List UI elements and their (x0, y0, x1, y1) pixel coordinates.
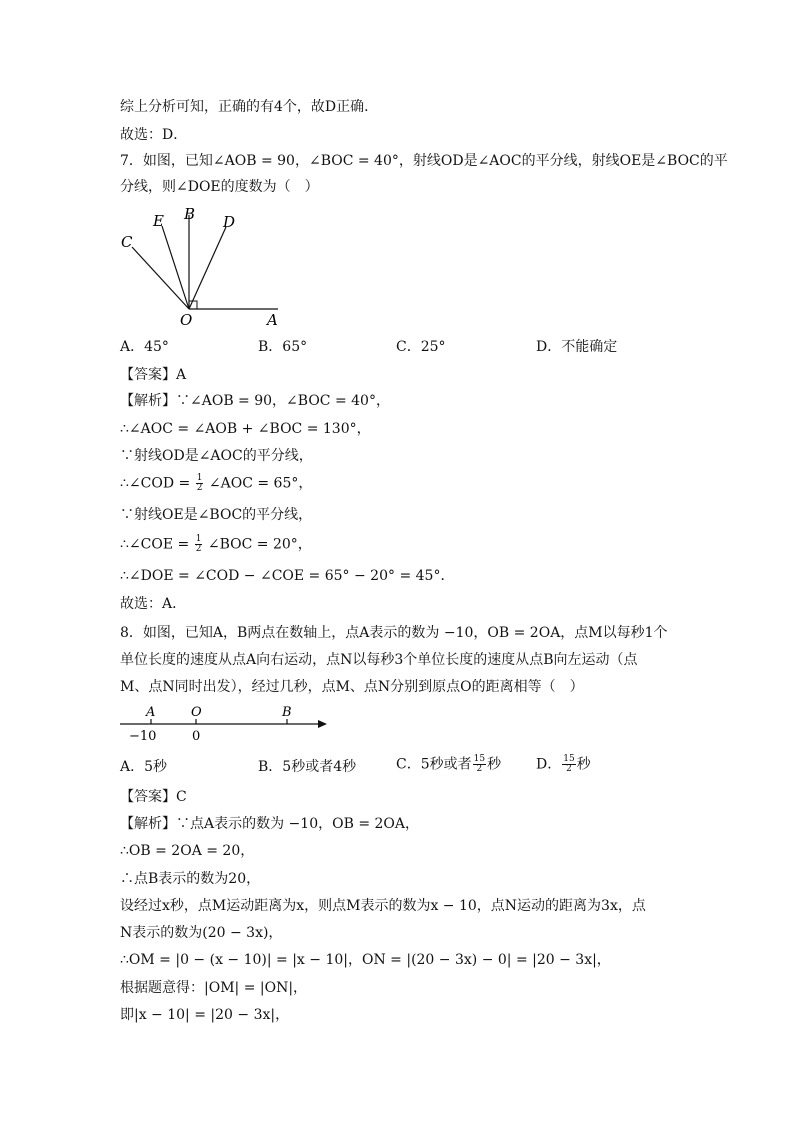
value-a-label: −10 (129, 729, 157, 744)
label-d: D (223, 213, 236, 231)
q7-solution-8: 故选：A． (120, 596, 187, 612)
q7-solution-7: ∴∠DOE = ∠COD − ∠COE = 65° − 20° = 45°． (120, 568, 455, 584)
q8-c-prefix: C．5秒或者 (396, 756, 472, 773)
s6-prefix: ∴∠COE = (120, 536, 190, 553)
q7-option-a: A．45° (120, 339, 169, 355)
point-a-label: A (146, 705, 156, 720)
label-b: B (184, 205, 196, 223)
fraction-fifteen-half (473, 755, 486, 774)
q7-solution-2: ∴∠AOC = ∠AOB + ∠BOC = 130°， (120, 421, 371, 437)
q8-solution-5: N表示的数为(20 − 3x)， (120, 925, 283, 941)
question-7-text-2: 分线，则∠DOE的度数为（ ） (120, 179, 319, 195)
frac15-num: 15 (473, 754, 486, 764)
ray-od (189, 227, 226, 309)
q8-option-c (396, 755, 501, 774)
q7-answer: 【答案】A (120, 367, 187, 383)
s6-suffix: ∠BOC = 20°， (207, 536, 312, 553)
q8-solution-4: 设经过x秒，点M运动距离为x，则点M表示的数为x − 10，点N运动的距离为3x，点 (120, 898, 646, 914)
ray-oe (162, 226, 189, 309)
frac-den: 2 (196, 483, 203, 493)
q7-solution-5: ∵射线OE是∠BOC的平分线， (120, 507, 313, 523)
label-e: E (153, 212, 164, 230)
number-line-arrow (318, 720, 327, 728)
q7-solution-3: ∵射线OD是∠AOC的平分线， (120, 448, 313, 464)
point-o-label: O (191, 705, 202, 720)
q7-option-c: C．25° (396, 339, 446, 355)
frac-den-2: 2 (195, 544, 202, 554)
q8-solution-6: ∴OM = |0 − (x − 10)| = |x − 10|，ON = |(20 − 3x) − 0| = |20 − 3x|， (120, 952, 611, 968)
s4-prefix: ∴∠COD = (120, 475, 191, 492)
frac-num-2: 1 (195, 534, 202, 544)
q8-option-d (536, 755, 591, 774)
ray-oc (132, 247, 189, 309)
number-line-figure (115, 700, 335, 748)
label-a: A (267, 311, 278, 329)
frac15-den: 2 (476, 764, 483, 774)
q8-solution-1: 【解析】∵点A表示的数为 −10，OB = 2OA， (120, 816, 419, 832)
fraction-one-half-2 (195, 535, 203, 554)
frac15-num-2: 15 (563, 754, 575, 764)
q7-option-d: D．不能确定 (536, 339, 618, 355)
answer-choice-line: 故选：D． (120, 127, 188, 143)
q8-d-prefix: D． (536, 756, 562, 773)
value-o-label: 0 (192, 729, 201, 744)
frac-num: 1 (196, 473, 203, 483)
frac15-den-2: 2 (566, 764, 572, 774)
q8-answer: 【答案】C (120, 789, 187, 805)
q8-solution-2: ∴OB = 2OA = 20， (120, 843, 255, 859)
label-c: C (121, 233, 133, 251)
label-o: O (180, 311, 193, 329)
question-8-text-1: 8．如图，已知A，B两点在数轴上，点A表示的数为 −10，OB = 2OA，点M以每秒1个 (120, 625, 668, 641)
fraction-fifteen-half-2 (562, 755, 575, 774)
question-8-text-3: M、点N同时出发），经过几秒，点M、点N分别到原点O的距离相等（ ） (120, 679, 584, 695)
q8-solution-7: 根据题意得：|OM| = |ON|， (120, 980, 308, 996)
q7-solution-6 (120, 535, 312, 554)
q8-solution-3: ∴点B表示的数为20， (120, 871, 261, 887)
q7-solution-1: 【解析】∵∠AOB = 90，∠BOC = 40°， (120, 393, 390, 409)
question-8-text-2: 单位长度的速度从点A向右运动，点N以每秒3个单位长度的速度从点B向左运动（点 (120, 652, 638, 668)
question-7-text-1: 7．如图，已知∠AOB = 90，∠BOC = 40°，射线OD是∠AOC的平分线，射线OE是∠BOC的平 (120, 153, 728, 169)
q8-option-a: A．5秒 (120, 759, 168, 775)
q8-c-suffix: 秒 (487, 756, 502, 773)
fraction-one-half (196, 474, 204, 493)
conclusion-line: 综上分析可知，正确的有4个，故D正确． (120, 99, 379, 115)
s4-suffix: ∠AOC = 65°， (208, 475, 313, 492)
q7-solution-4 (120, 474, 312, 493)
q7-option-b: B．65° (258, 339, 308, 355)
q8-d-suffix: 秒 (576, 756, 591, 773)
q8-option-b: B．5秒或者4秒 (258, 759, 357, 775)
q8-solution-8: 即|x − 10| = |20 − 3x|， (120, 1007, 290, 1023)
point-b-label: B (282, 705, 292, 720)
angle-figure (115, 205, 290, 330)
